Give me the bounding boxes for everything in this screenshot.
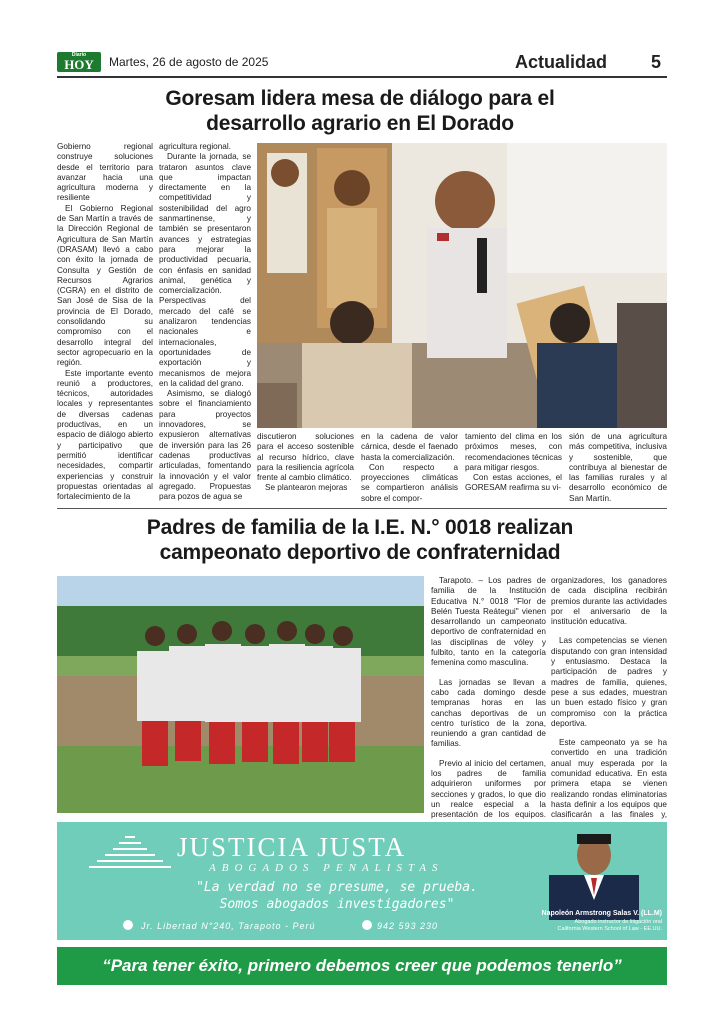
article1-column-6 [569, 432, 667, 504]
article2-paragraph: Tarapoto. – Los padres de familia de la Institución Educativa N.° 0018 "Flor de Belén Tuesta Reátegui" vienen desarrollando un campeonato deportivo de confraternidad en las disciplinas de vóley y fulbito, tanto en la categoría femenina como masculina. [431, 576, 546, 668]
page-header [57, 52, 667, 76]
article1-paragraph: Este importante evento reunió a productores, técnicos, autoridades locales y representantes de diversas cadenas productivas, en un espacio de diálogo abierto y participativo que permitió identificar necesidades, compartir experiencias y construir propuestas orientadas al fortalecimiento de la [57, 368, 153, 502]
section-name: Actualidad [515, 52, 608, 72]
phone-icon [362, 920, 372, 930]
article1-paragraph: Con estas acciones, el GORESAM reafirma su vi- [465, 473, 562, 493]
page-number: 5 [651, 52, 662, 72]
banner-quote: “Para tener éxito, primero debemos creer que podemos tenerlo” [102, 956, 622, 975]
ad-slogan-line1: "La verdad no se presume, se prueba. [196, 880, 478, 895]
article2-photo [57, 576, 424, 813]
article1-photo [257, 143, 667, 428]
location-pin-icon [123, 920, 133, 930]
article1-paragraph: agricultura regional. [159, 142, 231, 151]
article2-paragraph: Previo al inicio del certamen, los padres de familia adquirieron uniformes por secciones y grados, lo que dio un realce especial a la presentación de los equipos. [431, 758, 546, 820]
article1-column-1 [57, 142, 153, 502]
article1-column-5 [465, 432, 562, 494]
article2-paragraph: organizadores, los ganadores de cada disciplina recibirán premios durante las actividades por el aniversario de la institución educativa. [551, 576, 667, 627]
article2-headline-line2: campeonato deportivo de confraternidad [159, 541, 561, 564]
article2-paragraph: Las competencias se vienen disputando con gran intensidad y entusiasmo. Destaca la participación de padres y madres de familia, quienes, pese a sus edades, muestran un buen estado físico y gran compromiso con la práctica deportiva. [551, 636, 667, 728]
logo-small-text: Diario [71, 52, 87, 58]
lawyer-portrait [539, 830, 649, 920]
logo-text: HOY [64, 57, 94, 72]
article1-lead: Gobierno regional construye soluciones desde el territorio para avanzar hacia una agricultura moderna y resiliente [57, 142, 153, 203]
quote-banner [57, 947, 667, 985]
article1-paragraph: El Gobierno Regional de San Martín a través de la Dirección Regional de Agricultura de San Martín (DRASAM) llevó a cabo con éxito la jornada de Consulta y Gestión de Recursos Agrarios (CGRA) en el distrito de San José de Sisa de la provincia de El Dorado, consolidando su compromiso con el desarrollo integral del sector agropecuario en la región. [57, 203, 153, 368]
ad-slogan-line2: Somos abogados investigadores" [219, 897, 455, 912]
issue-date: Martes, 26 de agosto de 2025 [109, 55, 269, 69]
article1-column-2 [159, 142, 251, 502]
newspaper-logo [57, 52, 101, 72]
article1-headline-line2: desarrollo agrario en El Dorado [206, 112, 514, 135]
article2-headline-line1: Padres de familia de la I.E. N.° 0018 realizan [146, 516, 574, 539]
ad-firm-name: JUSTICIA JUSTA [177, 832, 407, 862]
ad-contact-bar [57, 910, 667, 940]
article1-headline-line1: Goresam lidera mesa de diálogo para el [165, 87, 555, 110]
article-separator [57, 508, 667, 509]
ad-lawyer-credential: California Western School of Law - EE.UU. [557, 926, 662, 932]
article2-column-1 [431, 576, 546, 831]
ad-lawyer-credential: Abogado instructor de litigación oral [574, 919, 662, 925]
ad-lawyer-name: Napoleón Armstrong Salas V. (LL.M) [541, 910, 662, 917]
article1-column-3 [257, 432, 354, 494]
article1-paragraph: en la cadena de valor cárnica, desde el faenado hasta la comercialización. [361, 432, 458, 462]
ad-phone: 942 593 230 [377, 921, 439, 931]
ad-firm-subtitle: ABOGADOS PENALISTAS [209, 862, 444, 874]
article1-paragraph: discutieron soluciones para el acceso sostenible al recurso hídrico, clave para la resiliencia agrícola frente al cambio climático. [257, 432, 354, 483]
header-rule [57, 76, 667, 78]
article1-paragraph: Con respecto a proyecciones climáticas se compartieron análisis sobre el compor- [361, 462, 458, 503]
pyramid-logo-icon [85, 834, 175, 874]
article1-paragraph: Durante la jornada, se trataron asuntos clave que impactan directamente en la competitividad y sostenibilidad del agro sanmartinense, y también se presentaron avances y estrategias para mejorar la productividad pecuaria, con énfasis en sanidad animal, genética y comercialización. Perspectivas del mercado del café se analizaron tendencias nacionales e internacionales, oportunidades de exportación y mecanismos de mejora en la calidad del grano. [159, 152, 251, 388]
article1-column-4 [361, 432, 458, 504]
article1-paragraph: tamiento del clima en los próximos meses, con recomendaciones técnicas para mitigar riesgos. [465, 432, 562, 472]
article1-paragraph: Se plantearon mejoras [265, 483, 348, 493]
article2-paragraph: Este campeonato ya se ha convertido en una tradición anual muy esperada por la comunidad educativa. En esta primera etapa se vienen realizando rondas eliminatorias hasta definir a los equipos que clasificarán a las finales y, [551, 738, 667, 820]
article2-headline [80, 515, 640, 565]
article1-paragraph: Asimismo, se dialogó sobre el financiamiento para proyectos innovadores, se expusieron alternativas de inversión para las 26 cadenas productivas articuladas, fomentando la innovación y el valor agregado. Propuestas para pozos de agua se [159, 389, 251, 502]
article1-headline [80, 86, 640, 136]
article2-paragraph: Las jornadas se llevan a cabo cada domingo desde tempranas horas en las canchas deportivas de un centro turístico de la zona, reuniendo a gran cantidad de familias. [431, 677, 546, 749]
ad-address: Jr. Libertad N°240, Tarapoto - Perú [141, 921, 316, 931]
law-firm-advertisement [57, 822, 667, 940]
article2-column-2 [551, 576, 667, 862]
article1-paragraph: sión de una agricultura más competitiva, inclusiva y sostenible, que contribuya al bienestar de las familias rurales y al desarrollo económico de San Martín. [569, 432, 667, 503]
ad-slogan [127, 879, 547, 913]
